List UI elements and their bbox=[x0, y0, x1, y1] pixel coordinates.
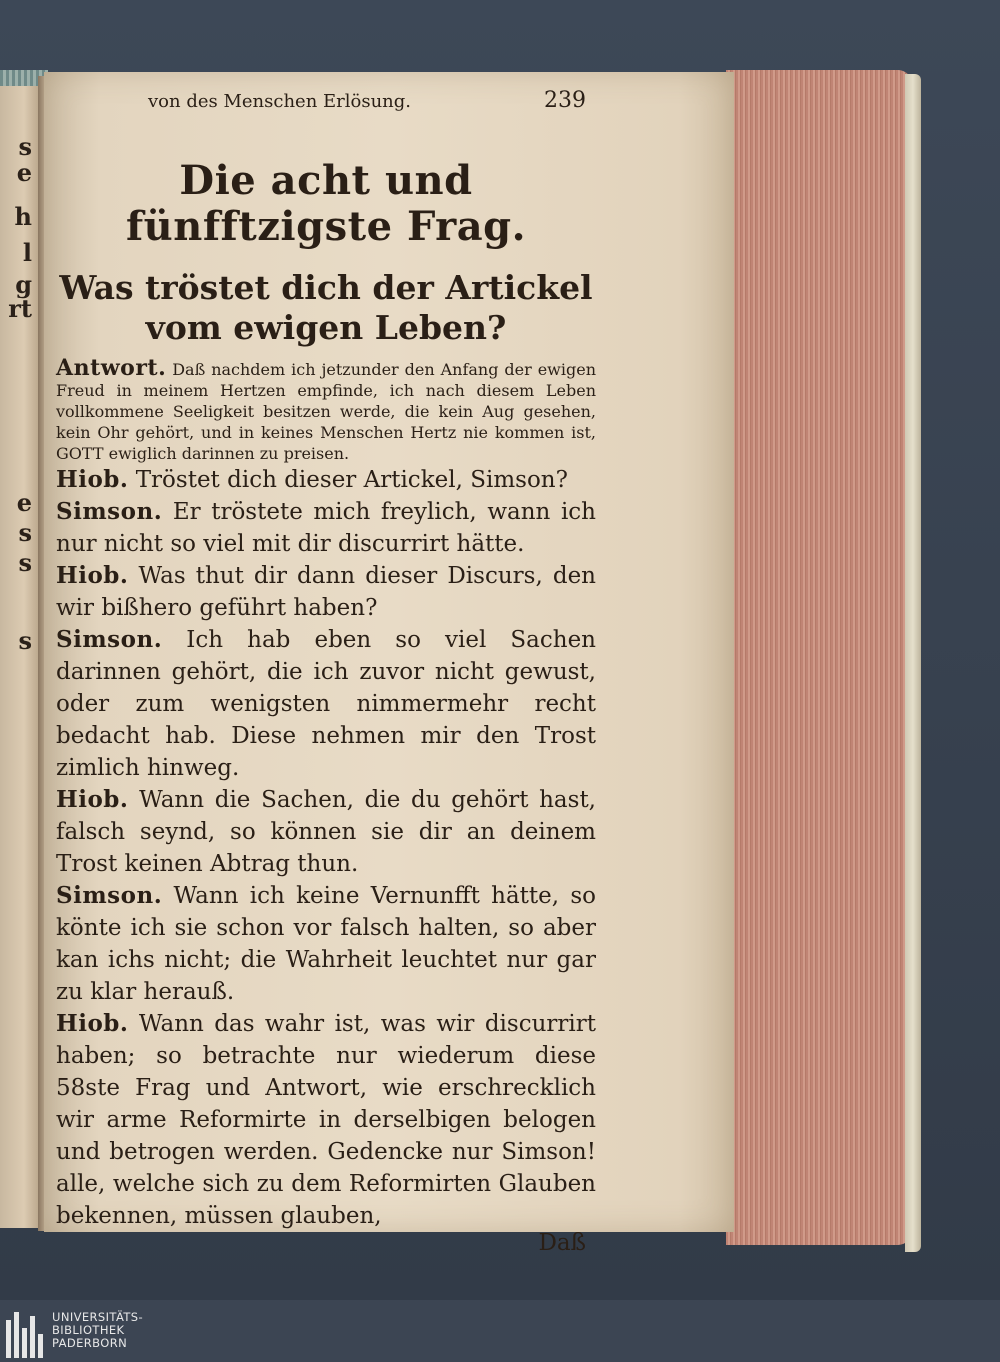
dialogue-paragraph bbox=[56, 496, 596, 560]
library-footer-bar bbox=[0, 1300, 1000, 1362]
speaker-label: Simson. bbox=[56, 626, 163, 653]
running-head-title: von des Menschen Erlösung. bbox=[148, 91, 412, 112]
answer-text: Daß nachdem ich jetzunder den Anfang der ewigen Freud in meinem Hertzen empfinde, ich nach diesem Leben vollkommene Seeligkeit besitzen werde, die kein Aug gesehen, kein Ohr gehört, und in keines Menschen Hertz nie kommen ist, GOTT ewiglich darinnen zu preisen. bbox=[56, 360, 596, 463]
library-name-line: PADERBORN bbox=[52, 1336, 128, 1350]
dialogue-paragraph bbox=[56, 1008, 596, 1232]
dialogue-text: Tröstet dich dieser Artickel, Simson? bbox=[135, 467, 568, 493]
dialogue-paragraph bbox=[56, 880, 596, 1008]
book-cover-edge bbox=[905, 74, 921, 1252]
margin-fragment: s bbox=[18, 132, 32, 161]
library-name-line: BIBLIOTHEK bbox=[52, 1323, 125, 1337]
dialogue-text: Was thut dir dann dieser Discurs, den wir bißhero geführt haben? bbox=[56, 563, 596, 621]
margin-fragment: e bbox=[16, 158, 32, 187]
dialogue-text: Wann ich keine Vernunfft hätte, so könte ich sie schon vor falsch halten, so aber kan ichs nicht; die Wahrheit leuchtet nur gar zu klar herauß. bbox=[56, 883, 597, 1005]
margin-fragment: s bbox=[18, 626, 32, 655]
speaker-label: Hiob. bbox=[56, 466, 129, 493]
speaker-label: Hiob. bbox=[56, 562, 129, 589]
speaker-label: Simson. bbox=[56, 498, 163, 525]
left-page-edge bbox=[0, 78, 40, 1228]
dialogue-paragraph bbox=[56, 624, 596, 784]
margin-fragment: l bbox=[22, 238, 32, 267]
library-logo-icon bbox=[6, 1312, 44, 1358]
speaker-label: Hiob. bbox=[56, 1010, 129, 1037]
speaker-label: Simson. bbox=[56, 882, 163, 909]
dialogue-paragraph bbox=[56, 464, 596, 496]
dialogue-text: Wann die Sachen, die du gehört hast, falsch seynd, so können sie dir an deinem Trost keinen Abtrag thun. bbox=[56, 787, 596, 877]
page-text-block bbox=[56, 88, 596, 1256]
speaker-label: Antwort. bbox=[56, 355, 167, 381]
margin-fragment: h bbox=[14, 202, 32, 231]
chapter-title: Die acht und fünfftzigste Frag. bbox=[125, 157, 527, 250]
dialogue-paragraph bbox=[56, 784, 596, 880]
dialogue-text: Ich hab eben so viel Sachen darinnen gehört, die ich zuvor nicht gewust, oder zum wenigsten nimmermehr recht bedacht hab. Diese nehmen mir den Trost zimlich hinweg. bbox=[56, 627, 596, 781]
answer-paragraph bbox=[56, 355, 596, 464]
question-title: Was tröstet dich der Artickel vom ewigen Leben? bbox=[59, 268, 593, 347]
dialogue-text: Wann das wahr ist, was wir discurrirt haben; so betrachte nur wiederum diese 58ste Frag und Antwort, wie erschrecklich wir arme Reformirte in derselbigen belogen und betrogen werden. Gedencke nur Simson! alle, welche sich zu dem Reformirten Glauben bekennen, müssen glauben, bbox=[56, 1011, 596, 1229]
book-fore-edge bbox=[726, 70, 912, 1245]
margin-fragment: s bbox=[18, 548, 32, 577]
library-name bbox=[52, 1311, 143, 1350]
page-number: 239 bbox=[544, 88, 586, 113]
margin-fragment: e bbox=[16, 488, 32, 517]
margin-fragment: s bbox=[18, 518, 32, 547]
margin-fragment: g bbox=[15, 270, 32, 299]
dialogue-text: Er tröstete mich freylich, wann ich nur nicht so viel mit dir discurrirt hätte. bbox=[56, 499, 596, 557]
speaker-label: Hiob. bbox=[56, 786, 129, 813]
margin-fragment: rt bbox=[8, 294, 32, 323]
library-name-line: UNIVERSITÄTS- bbox=[52, 1310, 144, 1324]
dialogue-paragraph bbox=[56, 560, 596, 624]
catchword: Daß bbox=[538, 1230, 586, 1256]
running-header bbox=[56, 88, 596, 118]
